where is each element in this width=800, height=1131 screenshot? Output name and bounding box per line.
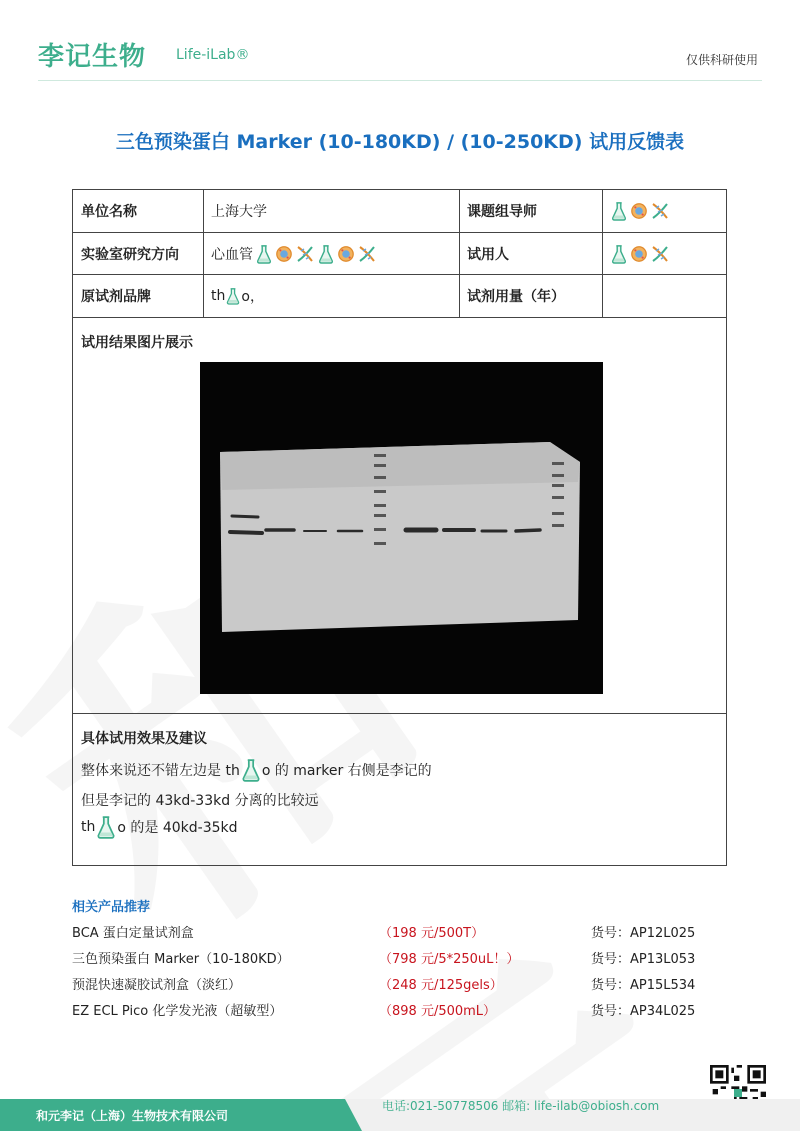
- product-row: [72, 922, 732, 942]
- flask-icon: [225, 287, 241, 305]
- form-label-supervisor: 课题组导师: [467, 204, 537, 220]
- form-label-original-brand: 原试剂品牌: [81, 289, 151, 305]
- product-code: 货号：AP13L053: [591, 952, 696, 967]
- feedback-line-1-end: o 的 marker 右侧是李记的: [261, 763, 432, 779]
- recommend-title: 相关产品推荐: [72, 900, 151, 915]
- product-name: BCA 蛋白定量试剂盒: [72, 926, 194, 941]
- product-code: 货号：AP34L025: [591, 1004, 696, 1019]
- cell-icon: [337, 245, 355, 263]
- flask-icon: [240, 758, 262, 782]
- feedback-line-3: [81, 815, 238, 839]
- form-row-research: [73, 233, 726, 275]
- form-row-brand: [73, 275, 726, 318]
- form-value-reagent-usage: [602, 275, 726, 317]
- form-value-original-brand: [203, 275, 459, 317]
- product-row: [72, 974, 732, 994]
- form-label-reagent-usage: 试剂用量（年）: [467, 289, 565, 305]
- feedback-line-1-start: 整体来说还不错左边是 th: [81, 763, 240, 779]
- feedback-form: [72, 189, 727, 866]
- document-title: 三色预染蛋白 Marker (10-180KD) / (10-250KD) 试用反馈表: [115, 131, 685, 153]
- brand-logo-cn: 李记生物: [38, 42, 147, 72]
- feedback-section-title: 具体试用效果及建议: [81, 731, 207, 747]
- result-image-section: [73, 318, 726, 714]
- brand-logo-en: Life-iLab®: [176, 47, 250, 63]
- product-code: 货号：AP15L534: [591, 978, 696, 993]
- product-price: （248 元/125gels）: [379, 978, 503, 993]
- footer-contact-info: 电话:021-50778506 邮箱: life-ilab@obiosh.com: [382, 1099, 660, 1113]
- flask-icon: [317, 244, 335, 264]
- product-row: [72, 1000, 732, 1020]
- product-row: [72, 948, 732, 968]
- brand-text-end: o，: [241, 289, 264, 305]
- western-blot-image: [200, 362, 603, 694]
- cell-icon: [630, 245, 648, 263]
- result-section-title: 试用结果图片展示: [81, 335, 193, 351]
- dna-icon: [650, 244, 670, 264]
- flask-icon: [610, 201, 628, 221]
- page-header: [0, 0, 800, 82]
- form-label-institution: 单位名称: [81, 204, 137, 220]
- product-price: （798 元/5*250uL！）: [379, 952, 520, 967]
- brand-text-start: th: [211, 288, 226, 304]
- form-label-research-direction: 实验室研究方向: [81, 246, 179, 263]
- product-name: 三色预染蛋白 Marker（10-180KD）: [72, 952, 290, 967]
- flask-icon: [255, 244, 273, 264]
- header-divider: [38, 80, 762, 81]
- product-name: 预混快速凝胶试剂盒（淡红）: [72, 978, 242, 993]
- product-price: （198 元/500T）: [379, 926, 485, 941]
- product-code: 货号：AP12L025: [591, 926, 696, 941]
- feedback-line-1: [81, 758, 432, 782]
- footer-company-name: 和元李记（上海）生物技术有限公司: [36, 1109, 229, 1123]
- form-value-institution: 上海大学: [211, 204, 267, 220]
- flask-icon: [95, 815, 117, 839]
- form-value-supervisor: [602, 190, 726, 232]
- feedback-section: [73, 714, 726, 865]
- research-direction-text: 心血管: [211, 246, 253, 263]
- cell-icon: [630, 202, 648, 220]
- dna-icon: [650, 201, 670, 221]
- form-label-tester: 试用人: [467, 246, 509, 263]
- flask-icon: [610, 244, 628, 264]
- product-price: （898 元/500mL）: [379, 1004, 497, 1019]
- feedback-line-2: 但是李记的 43kd-33kd 分离的比较远: [81, 793, 319, 809]
- form-value-research-direction: [203, 233, 459, 274]
- cell-icon: [275, 245, 293, 263]
- feedback-line-3-end: o 的是 40kd-35kd: [117, 820, 238, 836]
- research-only-note: 仅供科研使用: [685, 53, 758, 67]
- feedback-line-3-start: th: [81, 819, 96, 835]
- dna-icon: [295, 244, 315, 264]
- form-value-tester: [602, 233, 726, 274]
- dna-icon: [357, 244, 377, 264]
- form-row-institution: [73, 190, 726, 233]
- product-name: EZ ECL Pico 化学发光液（超敏型）: [72, 1004, 283, 1019]
